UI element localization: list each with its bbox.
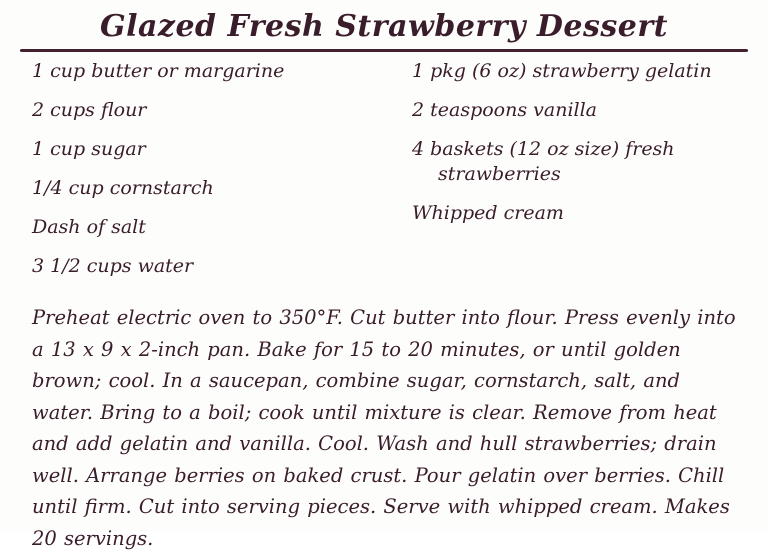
- method-text: Preheat electric oven to 350°F. Cut butter into flour. Press evenly into a 13 x 9 x 2-inch pan. Bake for 15 to 20 minutes, or until golden brown; cool. In a saucepan, combine sugar, cornstarch, salt, and water. Bring to a boil; cook until mixture is clear. Remove from heat and add gelatin and vanilla. Cool. Wash and hull strawberries; drain well. Arrange berries on baked crust. Pour gelatin over berries. Chill until firm. Cut into serving pieces. Serve with whipped cream. Makes 20 servings.: [32, 306, 736, 551]
- list-item-continuation: strawberries: [438, 163, 561, 185]
- list-item: 1 cup sugar: [32, 138, 146, 160]
- list-item: Whipped cream: [412, 202, 564, 224]
- list-item: 2 teaspoons vanilla: [412, 99, 598, 121]
- ingredients-section: [14, 62, 754, 296]
- page-title: Glazed Fresh Strawberry Dessert: [99, 9, 669, 44]
- method-section: [14, 296, 754, 555]
- list-item: Dash of salt: [32, 216, 146, 238]
- list-item: 1 pkg (6 oz) strawberry gelatin: [412, 60, 712, 82]
- title-divider: [20, 49, 748, 52]
- list-item: 1 cup butter or margarine: [32, 60, 285, 82]
- list-item: 2 cups flour: [32, 99, 147, 121]
- list-item: 1/4 cup cornstarch: [32, 177, 214, 199]
- ingredients-column-left: [32, 62, 388, 296]
- list-item: 3 1/2 cups water: [32, 255, 194, 277]
- ingredients-column-right: [388, 62, 744, 296]
- list-item: 4 baskets (12 oz size) fresh: [412, 138, 675, 160]
